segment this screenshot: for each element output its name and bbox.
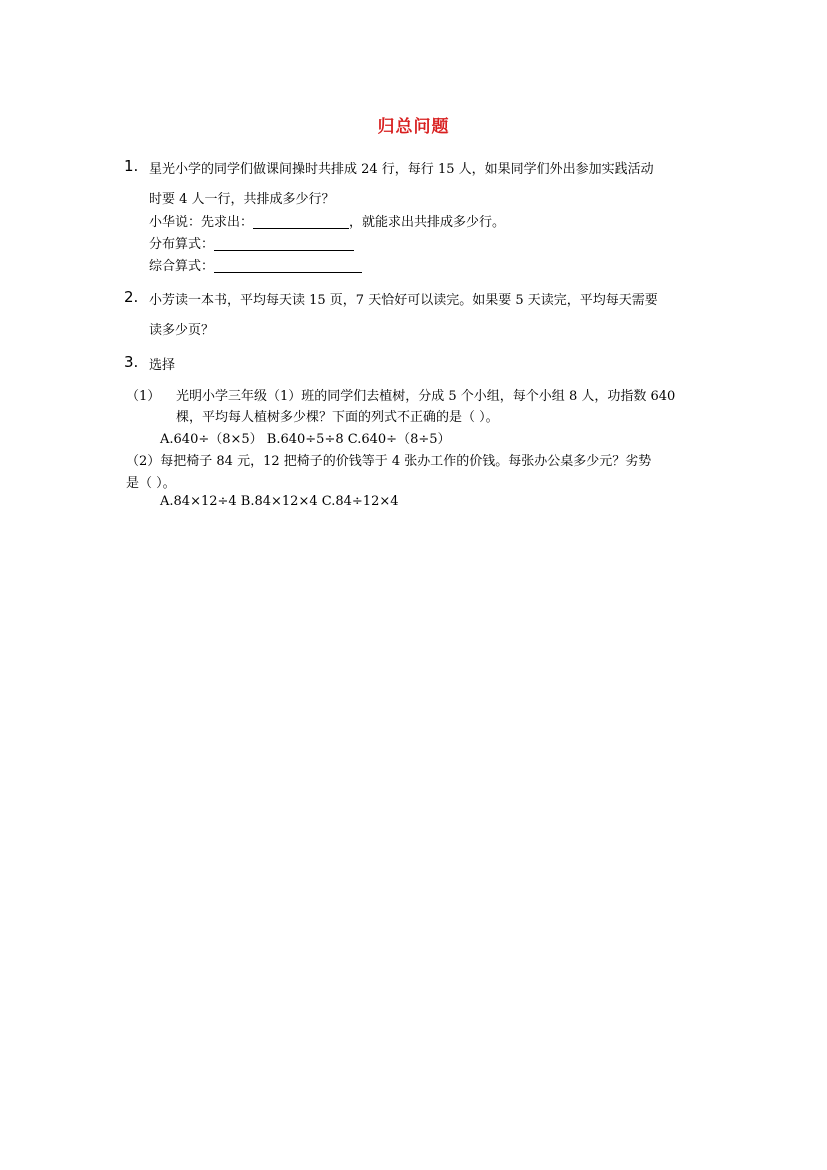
sub-question-2-line-2: 是（ ）。 — [126, 476, 176, 491]
sub-question-1-options: A.640÷（8×5） B.640÷5÷8 C.640÷（8÷5） — [160, 432, 451, 447]
question-1-step-formula — [149, 233, 354, 252]
step-formula-label: 分布算式： — [149, 237, 215, 252]
question-1-hint-suffix: ，就能求出共排成多少行。 — [349, 215, 506, 230]
question-1-combined-formula — [149, 255, 362, 274]
question-1-line-1: 星光小学的同学们做课间操时共排成 24 行，每行 15 人，如果同学们外出参加实践活动 — [149, 162, 654, 177]
combined-formula-label: 综合算式： — [149, 259, 215, 274]
page-title: 归总问题 — [377, 117, 450, 137]
question-2-line-1: 小芳读一本书，平均每天读 15 页，7 天恰好可以读完。如果要 5 天读完，平均每天需要 — [149, 293, 658, 308]
sub-question-1-number: （1） — [126, 389, 161, 404]
question-3-number: 3. — [124, 353, 139, 371]
sub-question-1-line-1: 光明小学三年级（1）班的同学们去植树，分成 5 个小组，每个小组 8 人，功指数 640 — [176, 389, 676, 404]
question-1-number: 1. — [124, 157, 139, 175]
question-1-hint-blank[interactable] — [253, 214, 349, 229]
question-2-line-2: 读多少页？ — [149, 323, 215, 338]
step-formula-blank[interactable] — [214, 236, 354, 251]
sub-question-1-line-2: 棵，平均每人植树多少棵？下面的列式不正确的是（ ）。 — [176, 410, 499, 425]
question-2-number: 2. — [124, 288, 139, 306]
sub-question-2-options: A.84×12÷4 B.84×12×4 C.84÷12×4 — [160, 494, 399, 509]
question-1-hint-prefix: 小华说：先求出： — [149, 215, 254, 230]
sub-question-2-line-1: （2）每把椅子 84 元，12 把椅子的价钱等于 4 张办工作的价钱。每张办公桌多少元？劣势 — [126, 454, 652, 469]
combined-formula-blank[interactable] — [214, 258, 362, 273]
question-1-line-2: 时要 4 人一行，共排成多少行？ — [149, 192, 335, 207]
question-3-label: 选择 — [149, 358, 176, 373]
question-1-hint — [149, 211, 505, 230]
